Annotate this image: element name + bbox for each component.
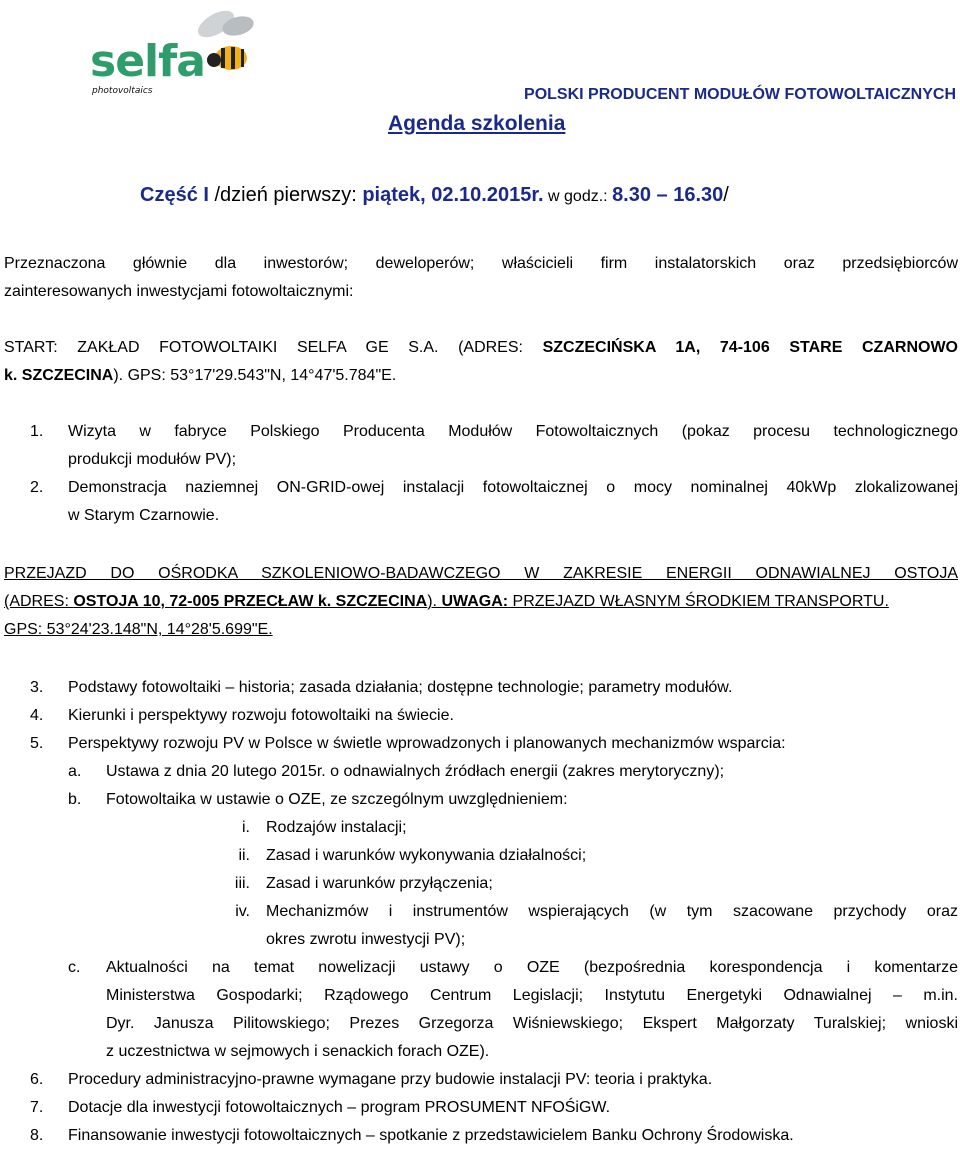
transfer-warning: UWAGA:	[441, 593, 509, 610]
sub-item-c-line-1: Aktualności na temat nowelizacji ustawy o OZE (bezpośrednia korespondencja i komentarze	[106, 959, 958, 976]
intro-line-1: Przeznaczona głównie dla inwestorów; deweloperów; właścicieli firm instalatorskich oraz przedsiębiorców	[4, 255, 958, 272]
sub-item-a: Ustawa z dnia 20 lutego 2015r. o odnawialnych źródłach energii (zakres merytoryczny);	[106, 763, 725, 780]
roman-number: iii.	[234, 875, 250, 892]
transfer-gps: GPS: 53°24'23.148"N, 14°28'5.699"E.	[4, 621, 273, 638]
list-number: 2.	[30, 479, 44, 496]
list-number: 4.	[30, 707, 44, 724]
list-item-8: Finansowanie inwestycji fotowoltaicznych – spotkanie z przedstawicielem Banku Ochrony Środowiska.	[68, 1127, 794, 1144]
transfer-address: OSTOJA 10, 72-005 PRZECŁAW k. SZCZECINA	[73, 593, 428, 610]
start-prefix: START: ZAKŁAD FOTOWOLTAIKI SELFA GE S.A. (ADRES:	[4, 339, 543, 356]
start-city: k. SZCZECINA	[4, 367, 114, 384]
tagline: POLSKI PRODUCENT MODUŁÓW FOTOWOLTAICZNYCH	[524, 86, 956, 103]
start-line-1	[4, 334, 958, 362]
list-item-2-line-1: Demonstracja naziemnej ON-GRID-owej instalacji fotowoltaicznej o mocy nominalnej 40kWp zlokalizowanej	[68, 479, 958, 496]
list-item-2-line-2: w Starym Czarnowie.	[68, 507, 220, 524]
list-item-6: Procedury administracyjno-prawne wymagane przy budowie instalacji PV: teoria i praktyka.	[68, 1071, 713, 1088]
part-time: 8.30 – 16.30	[612, 184, 724, 206]
part-time-prefix: w godz.:	[543, 188, 613, 205]
list-item-5: Perspektywy rozwoju PV w Polsce w świetle wprowadzonych i planowanych mechanizmów wsparcia:	[68, 735, 786, 752]
page-title: Agenda szkolenia	[388, 112, 566, 135]
roman-number: ii.	[238, 847, 250, 864]
sub-letter: c.	[68, 959, 81, 976]
list-number: 1.	[30, 423, 44, 440]
sub-item-c-line-3: Dyr. Janusza Pilitowskiego; Prezes Grzegorza Wiśniewskiego; Ekspert Małgorzaty Turalskiej; wnioski	[106, 1015, 958, 1032]
roman-number: i.	[242, 819, 250, 836]
start-gps: ). GPS: 53°17'29.543"N, 14°47'5.784"E.	[113, 367, 397, 384]
list-number: 7.	[30, 1099, 44, 1116]
sub-item-c-line-2: Ministerstwa Gospodarki; Rządowego Centrum Legislacji; Instytutu Energetyki Odnawialnej – m.in.	[106, 987, 958, 1004]
list-item-4: Kierunki i perspektywy rozwoju fotowoltaiki na świecie.	[68, 707, 454, 724]
start-address: SZCZECIŃSKA 1A, 74-106 STARE CZARNOWO	[542, 339, 958, 356]
part-heading	[140, 184, 729, 207]
list-number: 5.	[30, 735, 44, 752]
roman-number: iv.	[235, 903, 250, 920]
logo-subtitle: photovoltaics	[92, 86, 153, 96]
start-line-2	[4, 362, 396, 390]
transfer-line-1: PRZEJAZD DO OŚRODKA SZKOLENIOWO-BADAWCZEGO W ZAKRESIE ENERGII ODNAWIALNEJ OSTOJA	[4, 565, 958, 582]
list-item-1-line-2: produkcji modułów PV);	[68, 451, 237, 468]
sub-item-c-line-4: z uczestnictwa w sejmowych i senackich forach OZE).	[106, 1043, 490, 1060]
list-number: 8.	[30, 1127, 44, 1144]
roman-item-i: Rodzajów instalacji;	[266, 819, 407, 836]
list-item-1-line-1: Wizyta w fabryce Polskiego Producenta Modułów Fotowoltaicznych (pokaz procesu technologicznego	[68, 423, 958, 440]
part-date: piątek, 02.10.2015r.	[362, 184, 544, 206]
logo-wordmark: selfa	[90, 36, 205, 87]
list-item-3: Podstawy fotowoltaiki – historia; zasada działania; dostępne technologie; parametry modułów.	[68, 679, 733, 696]
transfer-note: PRZEJAZD WŁASNYM ŚRODKIEM TRANSPORTU.	[508, 593, 889, 610]
roman-item-iv-line-2: okres zwrotu inwestycji PV);	[266, 931, 466, 948]
sub-item-b: Fotowoltaika w ustawie o OZE, ze szczególnym uwzględnieniem:	[106, 791, 568, 808]
list-item-7: Dotacje dla inwestycji fotowoltaicznych – program PROSUMENT NFOŚiGW.	[68, 1099, 611, 1116]
selfa-logo	[88, 2, 263, 102]
list-number: 6.	[30, 1071, 44, 1088]
part-label: Część I	[140, 184, 209, 206]
list-number: 3.	[30, 679, 44, 696]
transfer-line-2	[4, 588, 958, 616]
roman-item-iv-line-1: Mechanizmów i instrumentów wspierających (w tym szacowane przychody oraz	[266, 903, 958, 920]
transfer-prefix: (ADRES:	[4, 593, 74, 610]
transfer-mid: ).	[427, 593, 442, 610]
sub-letter: a.	[68, 763, 82, 780]
roman-item-ii: Zasad i warunków wykonywania działalności;	[266, 847, 587, 864]
part-end: /	[723, 184, 729, 206]
sub-letter: b.	[68, 791, 82, 808]
intro-line-2: zainteresowanych inwestycjami fotowoltaicznymi:	[4, 283, 354, 300]
roman-item-iii: Zasad i warunków przyłączenia;	[266, 875, 493, 892]
part-day: /dzień pierwszy:	[208, 184, 363, 206]
